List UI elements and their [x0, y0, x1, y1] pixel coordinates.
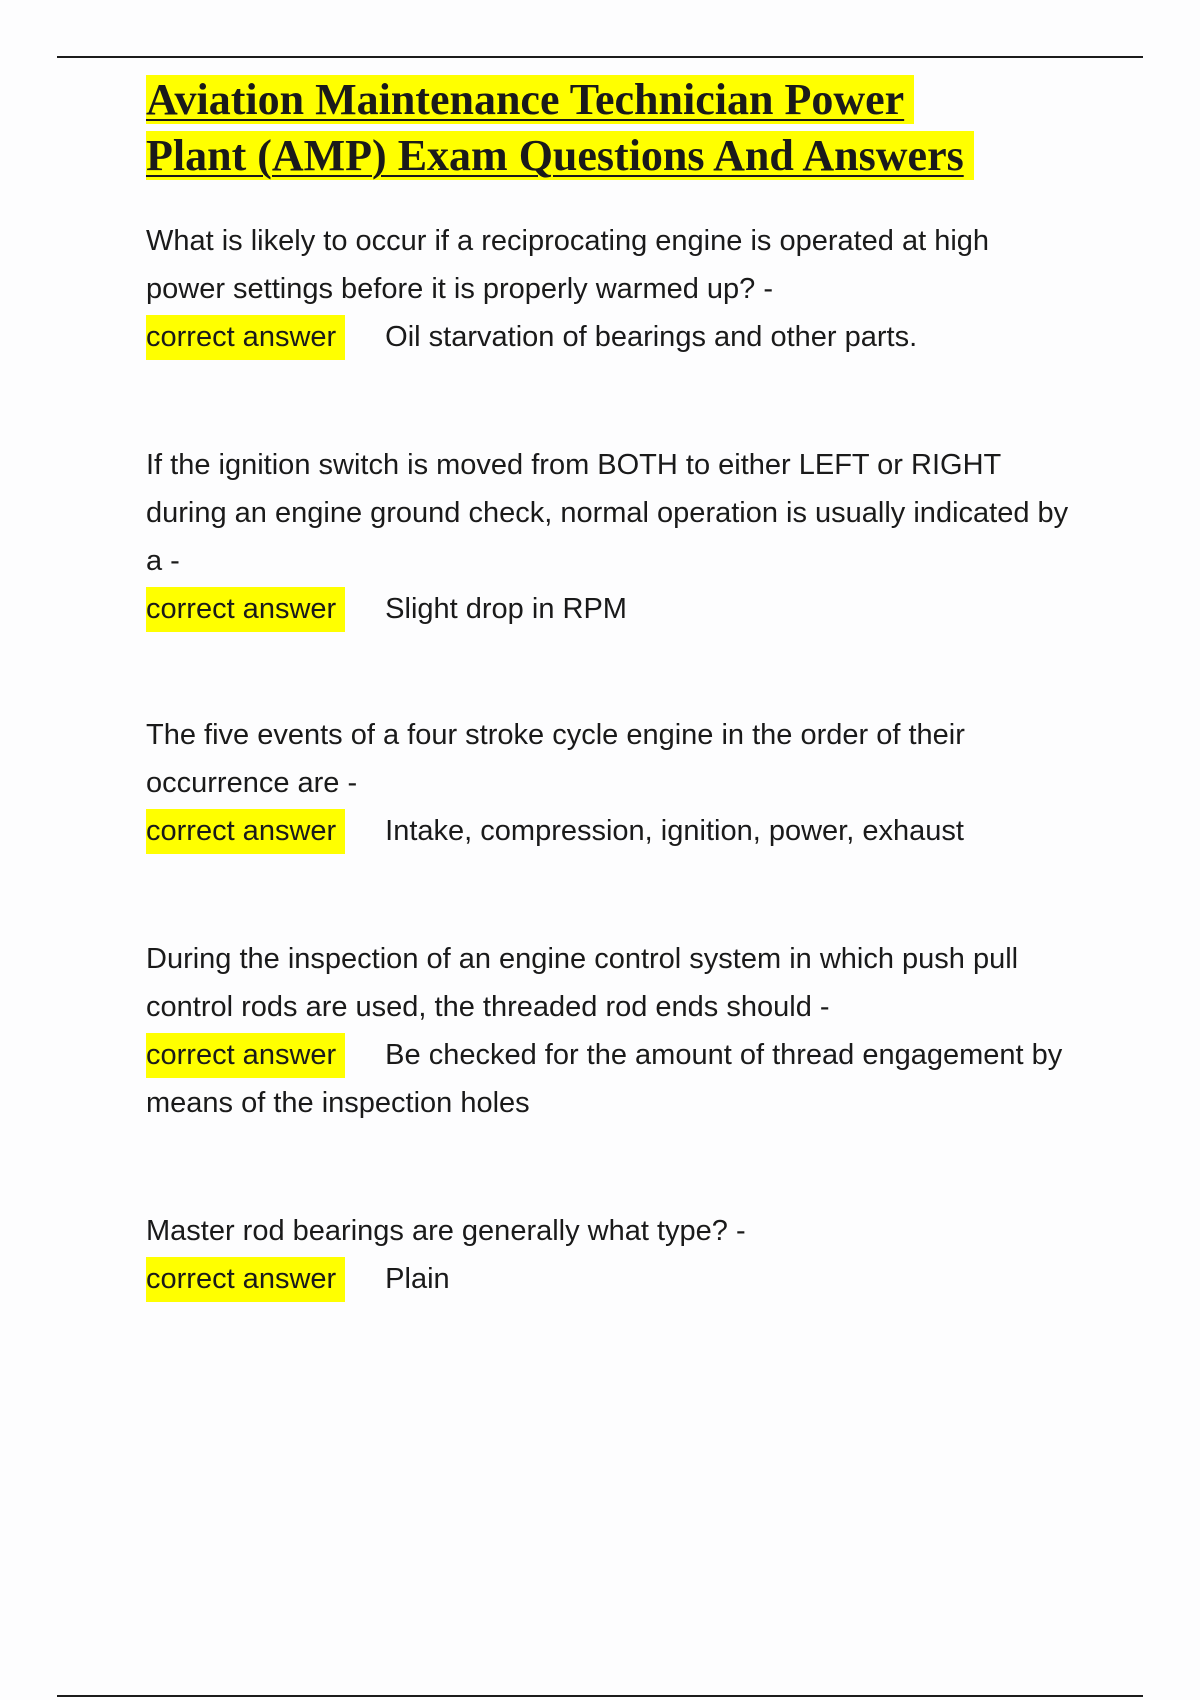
qa-item — [146, 217, 1076, 361]
answer-line — [146, 1031, 1076, 1127]
qa-item — [146, 935, 1076, 1127]
answer-text: Slight drop in RPM — [385, 593, 627, 625]
question-text: What is likely to occur if a reciprocating engine is operated at high power settings before it is properly warmed up? - — [146, 225, 990, 305]
question-text: Master rod bearings are generally what type? - — [146, 1215, 746, 1247]
question-text: The five events of a four stroke cycle engine in the order of their occurrence are - — [146, 719, 965, 799]
correct-answer-label: correct answer — [146, 809, 345, 854]
title-line-1: Aviation Maintenance Technician Power — [146, 75, 914, 124]
top-rule — [57, 56, 1143, 58]
question-text: During the inspection of an engine control system in which push pull control rods are used, the threaded rod ends should - — [146, 943, 1019, 1023]
answer-line — [146, 313, 1076, 361]
title-line-2: Plant (AMP) Exam Questions And Answers — [146, 131, 974, 180]
correct-answer-label: correct answer — [146, 315, 345, 360]
correct-answer-label: correct answer — [146, 1257, 345, 1302]
correct-answer-label: correct answer — [146, 1033, 345, 1078]
correct-answer-label: correct answer — [146, 587, 345, 632]
qa-item — [146, 711, 1076, 855]
document-title — [146, 72, 1076, 184]
answer-text: Oil starvation of bearings and other parts. — [385, 321, 918, 353]
answer-line — [146, 1255, 1076, 1303]
answer-line — [146, 585, 1076, 633]
question-text: If the ignition switch is moved from BOTH to either LEFT or RIGHT during an engine ground check, normal operation is usually indicated by a - — [146, 449, 1069, 577]
qa-item — [146, 441, 1076, 633]
answer-text: Intake, compression, ignition, power, exhaust — [385, 815, 964, 847]
bottom-rule — [57, 1695, 1143, 1697]
qa-item — [146, 1207, 1076, 1303]
document-body — [146, 72, 1076, 1303]
answer-line — [146, 807, 1076, 855]
answer-text: Plain — [385, 1263, 450, 1295]
answer-text: Be checked for the amount of thread engagement by means of the inspection holes — [146, 1039, 1063, 1119]
